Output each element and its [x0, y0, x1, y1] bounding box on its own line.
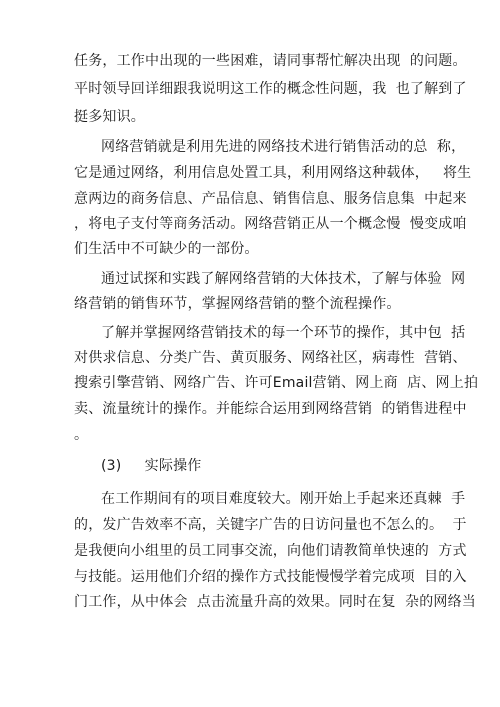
- text-line: 搜索引擎营销、网络广告、许可Email营销、网上商 店、网上拍: [74, 375, 479, 391]
- section-heading: (3) 实际操作: [101, 458, 202, 474]
- text-line: 门工作，从中体会 点击流量升高的效果。同时在复 杂的网络当: [74, 594, 476, 610]
- text-line: 与技能。运用他们介绍的操作方式技能慢慢学着完成项 目的入: [74, 569, 467, 585]
- paragraph-first-line: 通过试探和实践了解网络营销的大体技术，了解与体验 网: [101, 271, 466, 287]
- text-line: 。: [74, 427, 89, 443]
- paragraph-first-line: 了解并掌握网络营销技术的每一个环节的操作，其中包 括: [101, 325, 466, 341]
- text-line: 对供求信息、分类广告、黄页服务、网络社区，病毒性 营销、: [74, 350, 467, 366]
- paragraph-first-line: 在工作期间有的项目难度较大。刚开始上手起来还真棘 手: [101, 491, 466, 507]
- text-line: 卖、流量统计的操作。并能综合运用到网络营销 的销售进程中: [74, 401, 467, 417]
- paragraph-first-line: 网络营销就是利用先进的网络技术进行销售活动的总 称，: [101, 139, 466, 155]
- text-line: 意两边的商务信息、产品信息、销售信息、服务信息集 中起来: [74, 191, 467, 207]
- text-line: ，将电子支付等商务活动。网络营销正从一个概念慢 慢变成咱: [74, 216, 467, 232]
- text-line: 的，发广告效率不高，关键字广告的日访问量也不怎么的。 于: [74, 517, 467, 533]
- text-line: 络营销的销售环节，掌握网络营销的整个流程操作。: [74, 296, 401, 312]
- text-line: 是我便向小组里的员工同事交流，向他们请教简单快速的 方式: [74, 543, 467, 559]
- text-line: 挺多知识。: [74, 109, 145, 125]
- text-line: 任务，工作中出现的一些困难，请同事帮忙解决出现 的问题。: [74, 53, 467, 69]
- text-line: 们生活中不可缺少的一部份。: [74, 241, 259, 257]
- text-line: 它是通过网络，利用信息处置工具，利用网络这种载体， 将生: [74, 165, 472, 181]
- text-line: 平时领导回详细跟我说明这工作的概念性问题，我 也了解到了: [74, 81, 467, 97]
